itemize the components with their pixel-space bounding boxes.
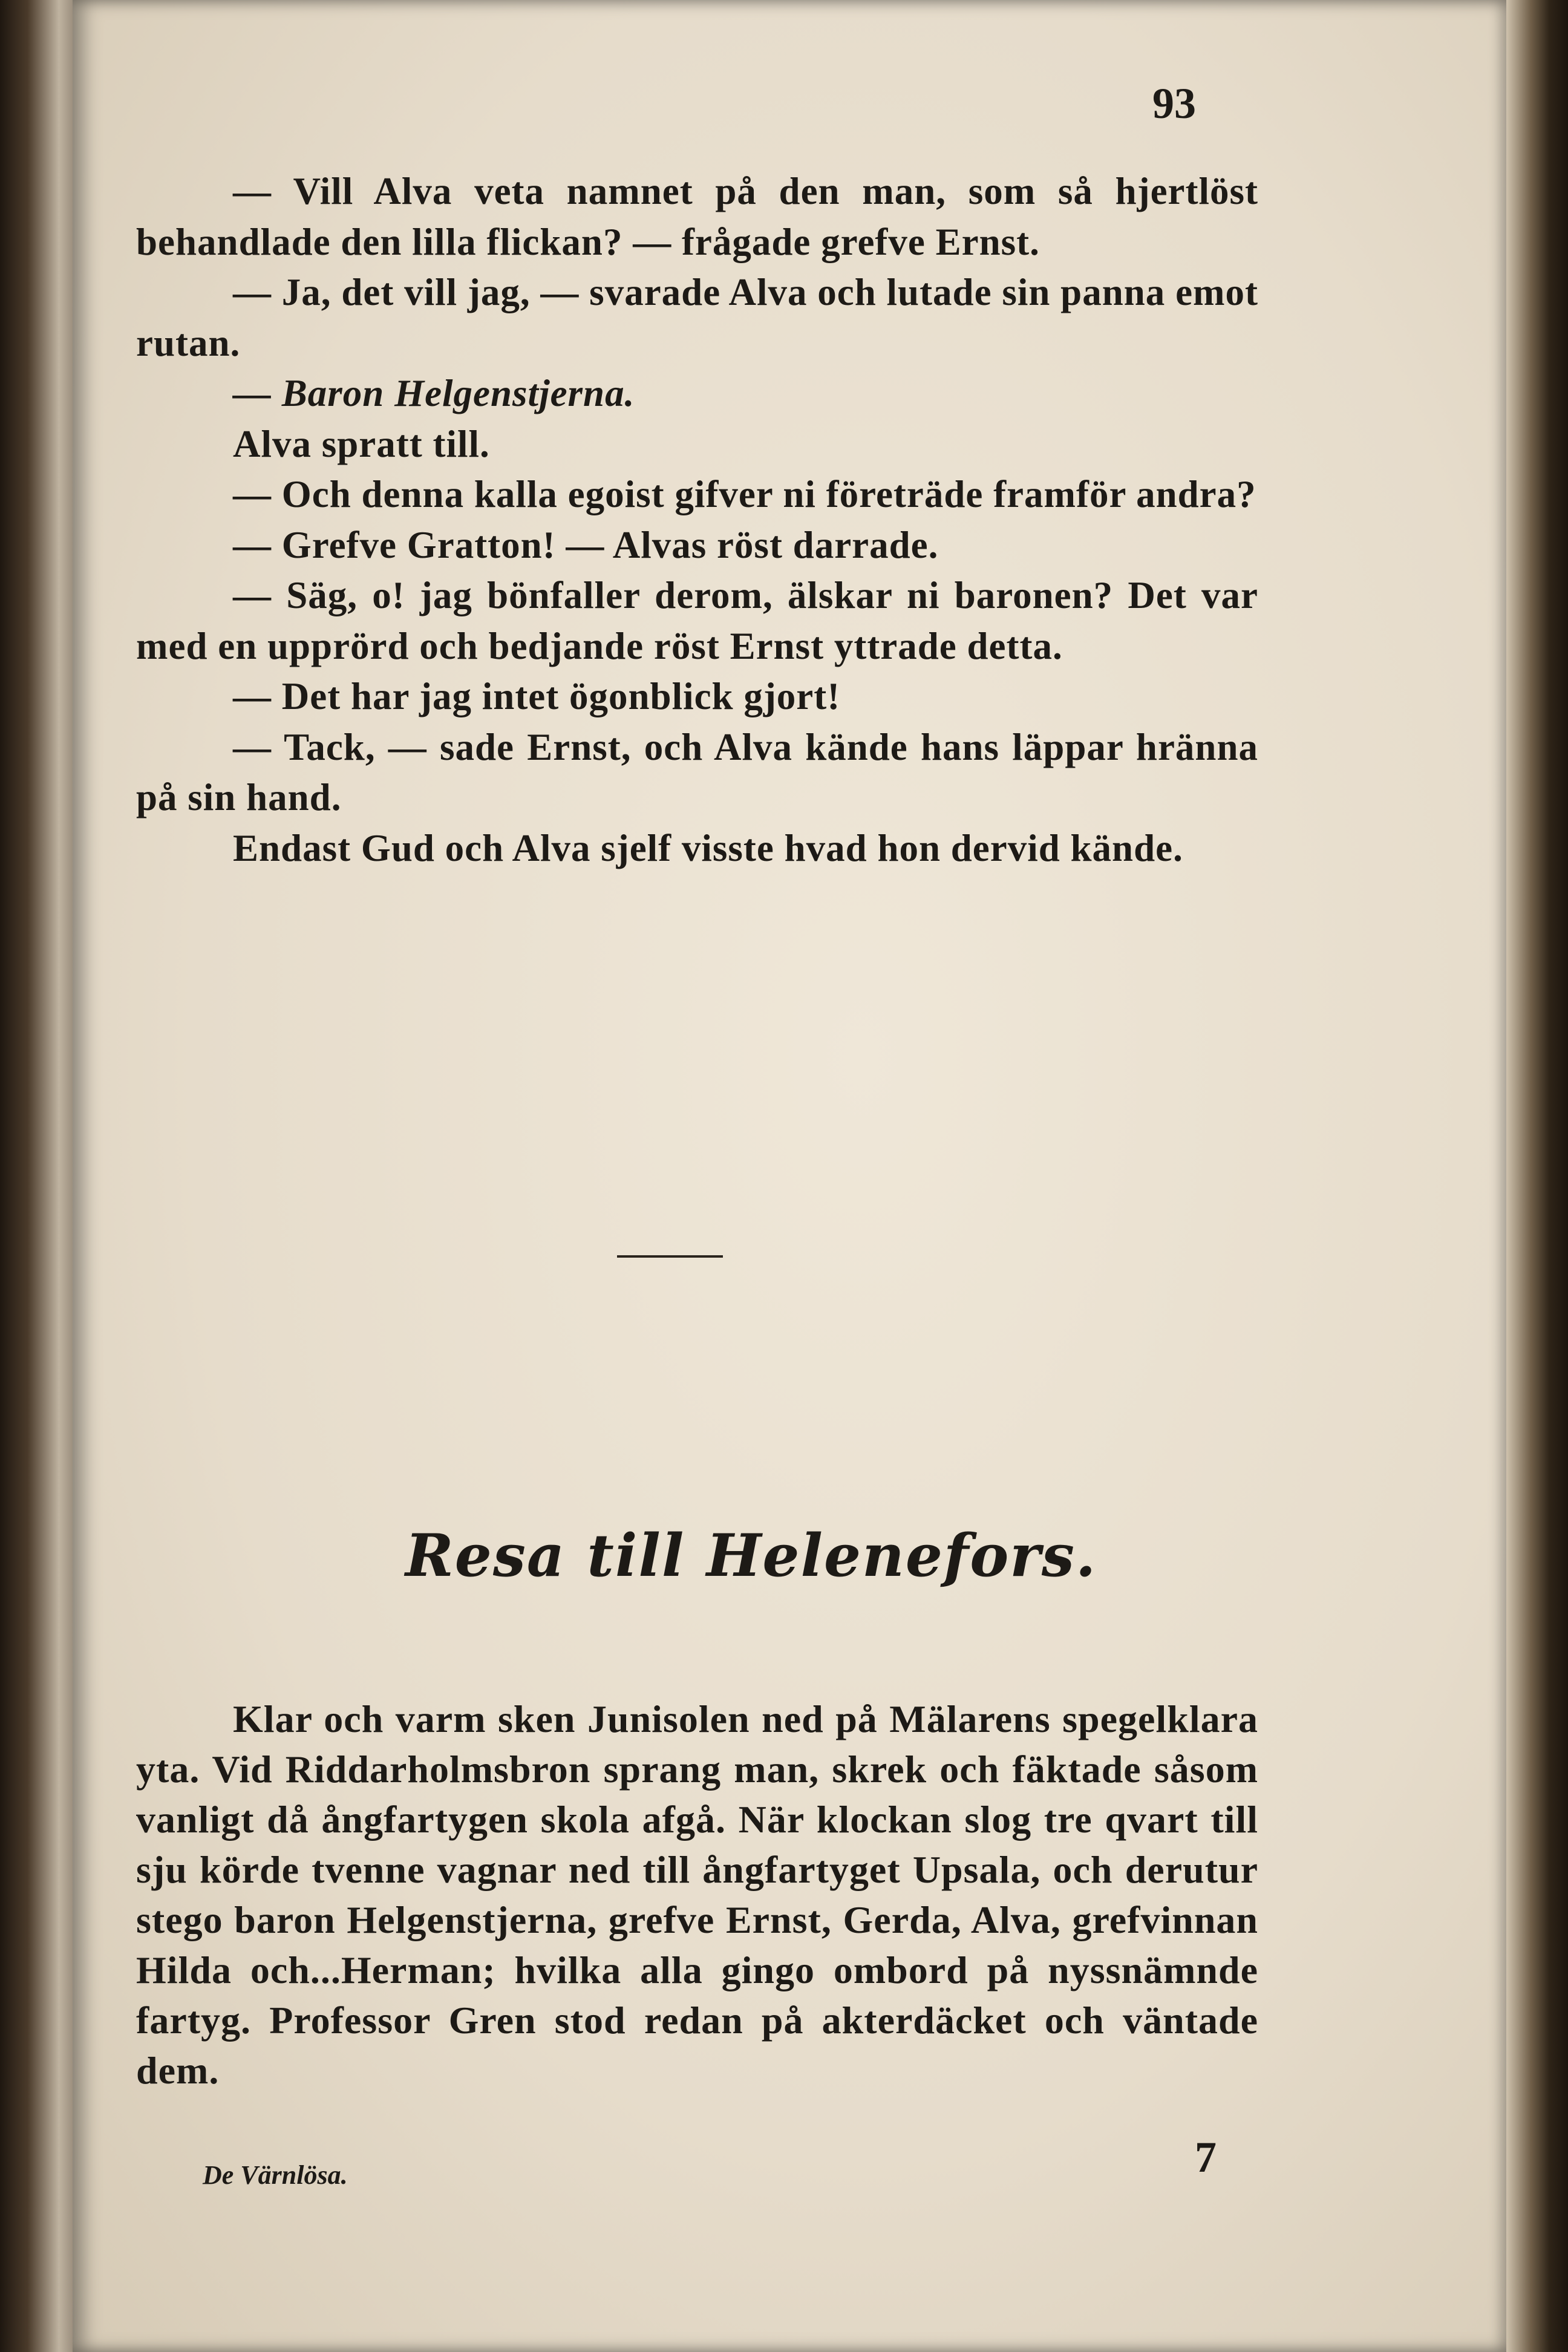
page-number: 93	[1152, 79, 1196, 128]
chapter-text-top	[136, 166, 1258, 874]
paragraph: — Tack, — sade Ernst, och Alva kände hans läppar hränna på sin hand.	[136, 725, 1258, 818]
paragraph: Endast Gud och Alva sjelf visste hvad hon dervid kände.	[233, 826, 1183, 869]
section-heading: Resa till Helenefors.	[405, 1521, 1097, 1590]
chapter-text-bottom	[136, 1694, 1258, 2096]
paragraph: Klar och varm sken Junisolen ned på Mälarens spegelklara yta. Vid Riddarholmsbron sprang man, skrek och fäktade såsom vanligt då ångfartygen skola afgå. När klockan slog tre qvart till sju körde tvenne vagnar ned till ångfartyget Upsala, och derutur stego baron Helgenstjerna, grefve Ernst, Gerda, Alva, grefvinnan Hilda och...Herman; hvilka alla gingo ombord på nyssnämnde fartyg. Professor Gren stod redan på akterdäcket och väntade dem.	[136, 1697, 1258, 2092]
section-divider	[617, 1255, 723, 1258]
paragraph: — Baron Helgenstjerna.	[233, 372, 635, 414]
signature-mark: De Värnlösa.	[203, 2160, 348, 2190]
paragraph: — Säg, o! jag bönfaller derom, älskar ni baronen? Det var med en upprörd och bedjande röst Ernst yttrade detta.	[136, 574, 1258, 667]
paragraph: — Vill Alva veta namnet på den man, som så hjertlöst behandlade den lilla flickan? — frågade grefve Ernst.	[136, 170, 1258, 263]
paragraph: — Grefve Gratton! — Alvas röst darrade.	[233, 523, 939, 566]
paragraph: Alva spratt till.	[233, 422, 490, 465]
paragraph: — Och denna kalla egoist gifver ni företräde framför andra?	[233, 473, 1256, 515]
book-spine	[0, 0, 79, 2352]
signature-number: 7	[1195, 2133, 1217, 2181]
page-edge	[1506, 0, 1568, 2352]
paragraph: — Det har jag intet ögonblick gjort!	[233, 675, 841, 717]
paragraph: — Ja, det vill jag, — svarade Alva och lutade sin panna emot rutan.	[136, 271, 1258, 364]
